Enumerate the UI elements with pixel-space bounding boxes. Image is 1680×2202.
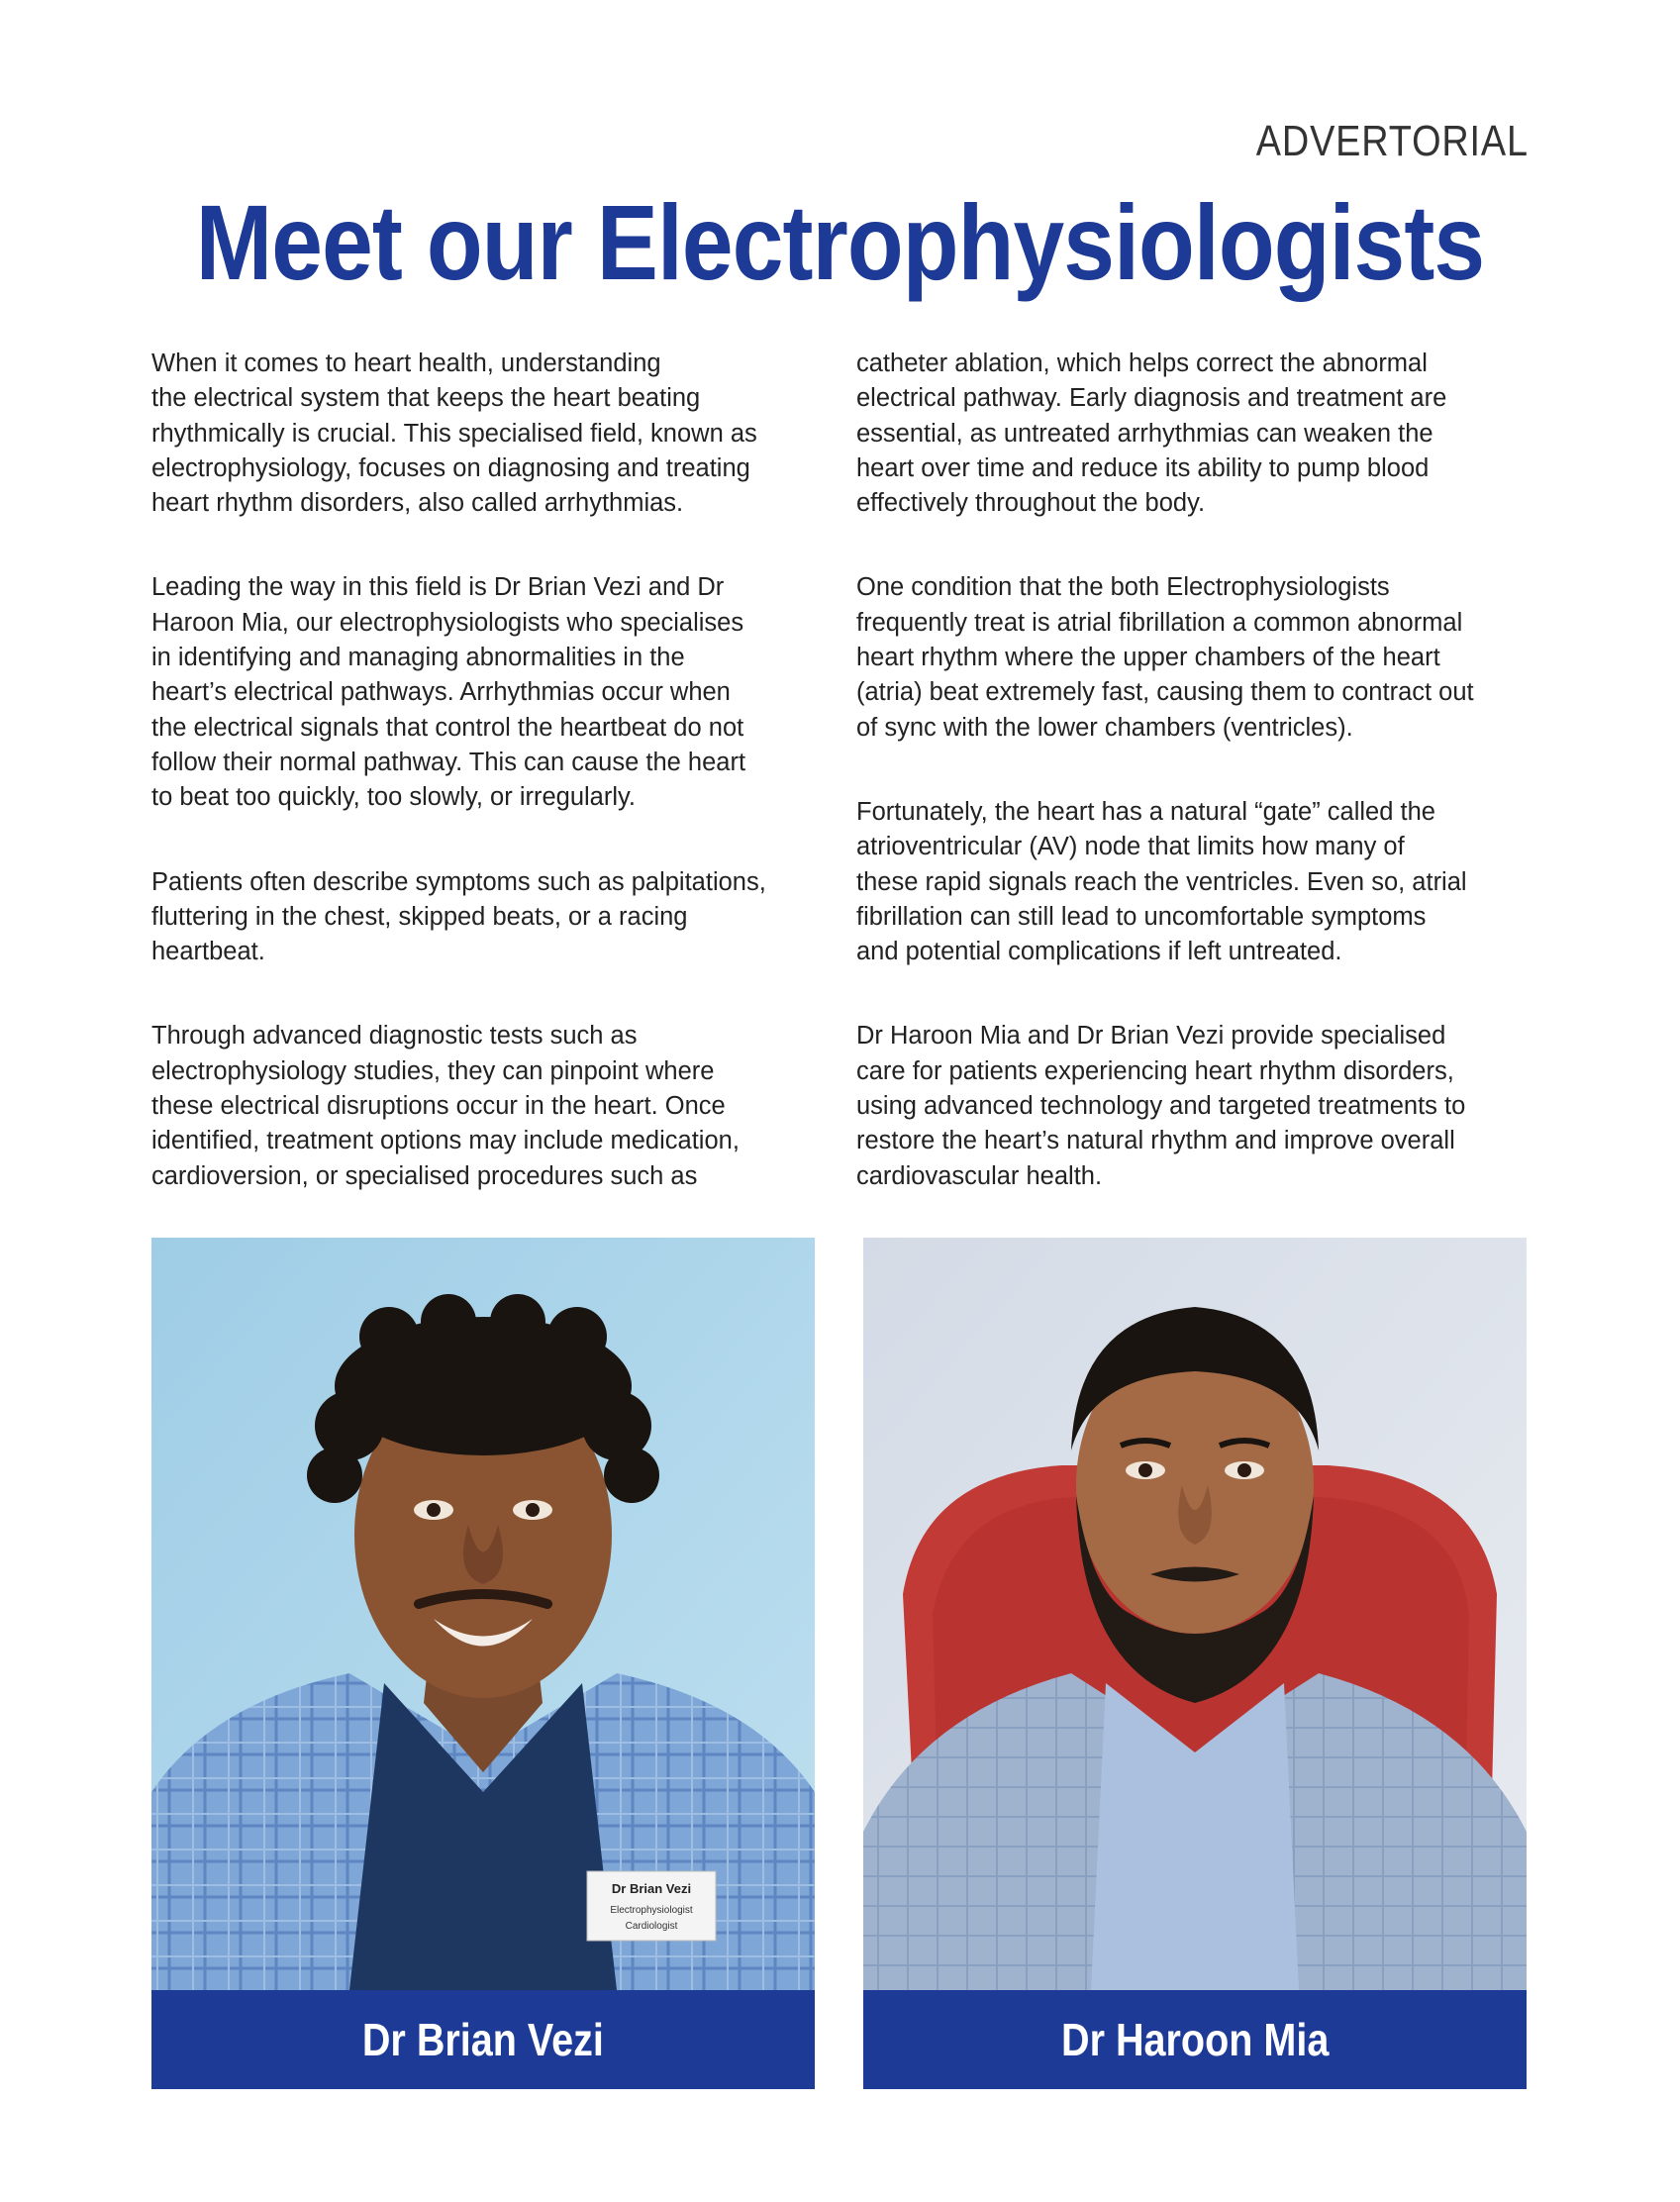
paragraph: catheter ablation, which helps correct the abnormal electrical pathway. Early diagnosis and treatment are essential, as untreated arrhythmias can weaken the heart over time and reduce its ability to pump blood effectively throughout the body.: [856, 350, 1447, 518]
doctor-name-bar: [151, 1990, 815, 2089]
paragraph: Through advanced diagnostic tests such as electrophysiology studies, they can pinpoint where these electrical disruptions occur in the heart. Once identified, treatment options may include medication, cardioversion, or specialised procedures such as: [151, 1022, 740, 1190]
badge-role-2: Cardiologist: [625, 1921, 678, 1932]
paragraph: Leading the way in this field is Dr Brian Vezi and Dr Haroon Mia, our electrophysiologists who specialises in identifying and managing abnormalities in the heart’s electrical pathways. Arrhythmias occur when the electrical signals that control the heartbeat do not follow their normal pathway. This can cause the heart to beat too quickly, too slowly, or irregularly.: [151, 573, 746, 812]
doctor-name-bar: [863, 1990, 1527, 2089]
paragraph: Fortunately, the heart has a natural “gate” called the atrioventricular (AV) node that limits how many of these rapid signals reach the ventricles. Even so, atrial fibrillation can still lead to uncomfortable symptoms and potential complications if left untreated.: [856, 797, 1467, 966]
doctor-name: Dr Haroon Mia: [1060, 2014, 1330, 2065]
section-tag: ADVERTORIAL: [1255, 117, 1529, 165]
doctor-photo-brian-vezi: [151, 1238, 815, 1990]
portrait-illustration: [151, 1238, 815, 1990]
paragraph: Dr Haroon Mia and Dr Brian Vezi provide specialised care for patients experiencing heart rhythm disorders, using advanced technology and targeted treatments to restore the heart’s natural rhythm and improve overall cardiovascular health.: [856, 1022, 1466, 1190]
paragraph: When it comes to heart health, understanding the electrical system that keeps the heart beating rhythmically is crucial. This specialised field, known as electrophysiology, focuses on diagnosing and treating heart rhythm disorders, also called arrhythmias.: [151, 350, 757, 518]
badge-role: Electrophysiologist: [610, 1905, 693, 1916]
portrait-illustration: [863, 1238, 1527, 1990]
text-column-left: [151, 347, 835, 1244]
paragraph: One condition that the both Electrophysiologists frequently treat is atrial fibrillation a common abnormal heart rhythm where the upper chambers of the heart (atria) beat extremely fast, causing them to contract out of sync with the lower chambers (ventricles).: [856, 573, 1474, 742]
page-title: Meet our Electrophysiologists: [195, 182, 1485, 302]
doctor-name: Dr Brian Vezi: [361, 2014, 605, 2065]
paragraph: Patients often describe symptoms such as palpitations, fluttering in the chest, skipped beats, or a racing heartbeat.: [151, 867, 766, 966]
text-column-right: [856, 347, 1539, 1244]
badge-name: Dr Brian Vezi: [611, 1881, 692, 1896]
doctor-photo-haroon-mia: [863, 1238, 1527, 1990]
